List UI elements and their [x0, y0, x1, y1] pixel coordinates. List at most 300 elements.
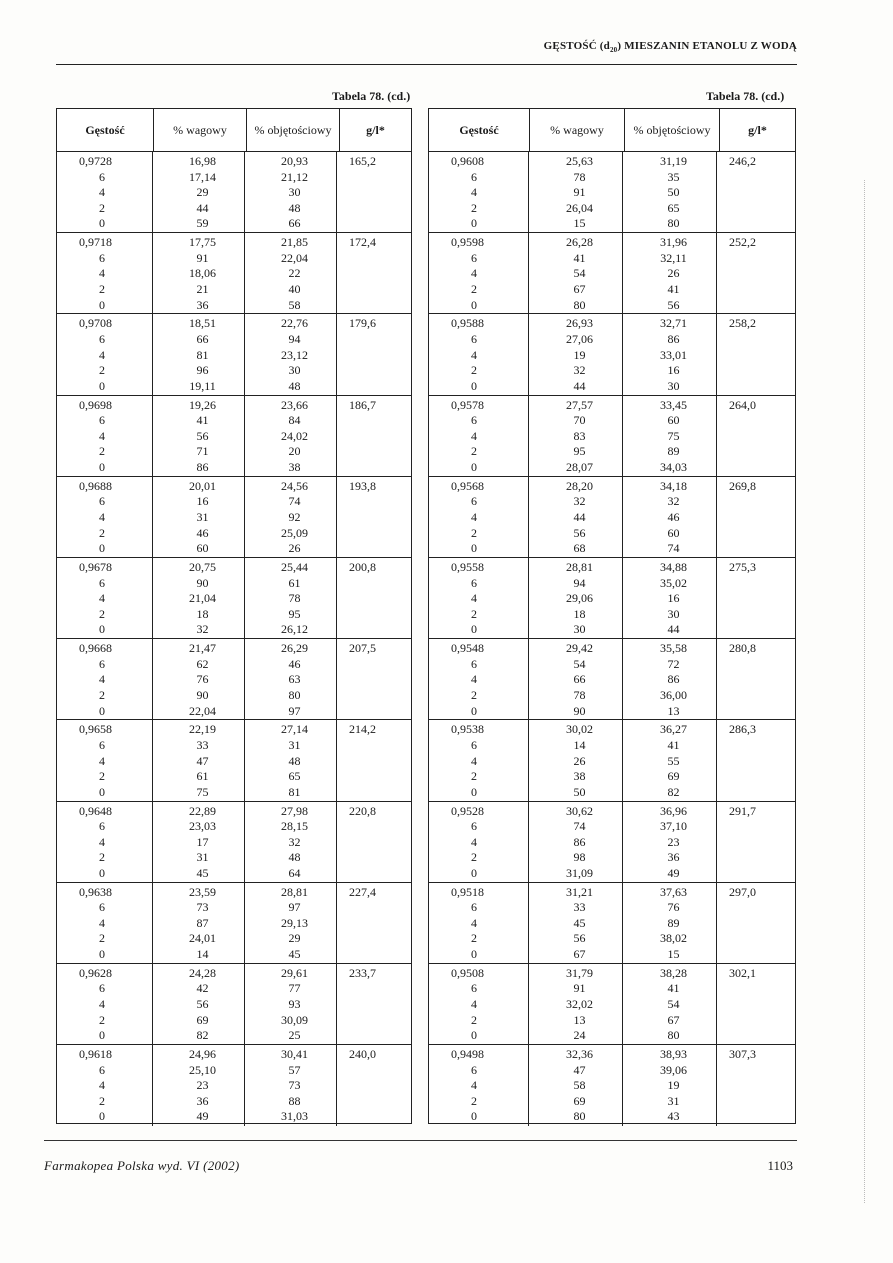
volume-percent-cell-column: [245, 964, 337, 1044]
weight-percent-cell: 80: [573, 1109, 586, 1124]
grams-per-litre-column: [337, 233, 411, 313]
density-cell: 6: [99, 656, 105, 671]
grams-per-litre-column: [337, 802, 411, 882]
grams-per-litre-cell: 193,8: [349, 478, 376, 493]
density-cell: 6: [99, 1062, 105, 1077]
weight-percent-cell: 76: [196, 672, 209, 687]
volume-percent-cell: 25: [288, 1028, 301, 1043]
volume-percent-cell: 56: [667, 297, 680, 312]
weight-percent-cell: 13: [573, 1012, 586, 1027]
density-cell: 4: [471, 997, 477, 1012]
weight-percent-cell: 25,63: [566, 154, 593, 168]
volume-percent-cell: 40: [288, 281, 301, 296]
volume-percent-cell: 48: [288, 378, 301, 393]
volume-percent-cell: 26,29: [281, 641, 308, 656]
table-row-group: [57, 558, 411, 639]
volume-percent-cell: 30,41: [281, 1047, 308, 1062]
weight-percent-cell: 90: [196, 687, 209, 702]
density-cell: 0,9608: [451, 154, 484, 168]
weight-percent-cell-column: [153, 396, 245, 476]
volume-percent-cell: 19: [667, 1078, 680, 1093]
weight-percent-cell-column: [153, 883, 245, 963]
density-cell: 2: [471, 931, 477, 946]
density-cell: 6: [471, 575, 477, 590]
table-caption-right: Tabela 78. (cd.): [706, 89, 785, 103]
weight-percent-cell: 21: [196, 281, 209, 296]
weight-percent-cell: 95: [573, 444, 586, 459]
density-cell: 0: [99, 865, 105, 880]
density-cell-column: [57, 802, 153, 882]
weight-percent-cell: 91: [573, 185, 586, 200]
volume-percent-cell: 21,85: [281, 235, 308, 250]
grams-per-litre-cell: 220,8: [349, 803, 376, 818]
volume-percent-cell: 43: [667, 1109, 680, 1124]
volume-percent-cell: 24,56: [281, 478, 308, 493]
density-cell-column: [57, 477, 153, 557]
density-cell: 0,9728: [79, 154, 112, 168]
density-cell: 0,9578: [451, 397, 484, 412]
density-cell: 0: [471, 1028, 477, 1043]
grams-per-litre-cell: 172,4: [349, 235, 376, 250]
weight-percent-cell: 81: [196, 347, 209, 362]
weight-percent-cell: 54: [573, 656, 586, 671]
table-row-group: [429, 314, 795, 395]
volume-percent-cell: 29,13: [281, 915, 308, 930]
weight-percent-cell-column: [529, 314, 623, 394]
grams-per-litre-column: [337, 639, 411, 719]
weight-percent-cell: 27,06: [566, 331, 593, 346]
density-cell: 2: [99, 931, 105, 946]
density-cell-column: [57, 720, 153, 800]
weight-percent-cell: 82: [196, 1028, 209, 1043]
weight-percent-cell: 16,98: [189, 154, 216, 168]
table-row-group: [429, 883, 795, 964]
density-cell-column: [429, 802, 529, 882]
density-cell: 0: [471, 297, 477, 312]
density-cell: 0: [99, 1028, 105, 1043]
density-cell: 2: [99, 200, 105, 215]
weight-percent-cell: 23: [196, 1078, 209, 1093]
weight-percent-cell: 41: [573, 250, 586, 265]
table-caption-left: Tabela 78. (cd.): [332, 89, 411, 103]
volume-percent-cell: 84: [288, 413, 301, 428]
weight-percent-cell: 78: [573, 687, 586, 702]
weight-percent-cell: 87: [196, 915, 209, 930]
density-cell: 2: [471, 281, 477, 296]
weight-percent-cell: 47: [196, 753, 209, 768]
weight-percent-cell-column: [529, 233, 623, 313]
density-cell: 4: [471, 672, 477, 687]
volume-percent-cell-column: [623, 639, 717, 719]
weight-percent-cell: 68: [573, 541, 586, 556]
volume-percent-cell: 36: [667, 850, 680, 865]
volume-percent-cell: 74: [667, 541, 680, 556]
volume-percent-cell: 80: [667, 1028, 680, 1043]
volume-percent-cell: 78: [288, 591, 301, 606]
volume-percent-cell: 34,03: [660, 459, 687, 474]
weight-percent-cell-column: [529, 396, 623, 476]
weight-percent-cell-column: [153, 964, 245, 1044]
volume-percent-cell: 27,14: [281, 722, 308, 737]
weight-percent-cell-column: [153, 639, 245, 719]
grams-per-litre-cell: 291,7: [729, 803, 756, 818]
density-cell: 0,9548: [451, 641, 484, 656]
grams-per-litre-column: [337, 883, 411, 963]
density-cell: 0,9568: [451, 478, 484, 493]
volume-percent-cell: 22: [288, 266, 301, 281]
density-cell: 4: [99, 753, 105, 768]
grams-per-litre-cell: 246,2: [729, 154, 756, 168]
weight-percent-cell: 30: [573, 622, 586, 637]
grams-per-litre-cell: 302,1: [729, 965, 756, 980]
density-cell: 0: [471, 784, 477, 799]
weight-percent-cell: 29,06: [566, 591, 593, 606]
volume-percent-cell: 20,93: [281, 154, 308, 168]
density-cell-column: [429, 639, 529, 719]
density-cell: 0,9538: [451, 722, 484, 737]
grams-per-litre-column: [337, 314, 411, 394]
weight-percent-cell: 27,57: [566, 397, 593, 412]
grams-per-litre-column: [337, 1045, 411, 1126]
density-cell: 0,9648: [79, 803, 112, 818]
grams-per-litre-column: [337, 477, 411, 557]
table-body: [429, 152, 795, 1126]
density-cell: 6: [99, 981, 105, 996]
grams-per-litre-cell: 258,2: [729, 316, 756, 331]
density-cell: 4: [471, 834, 477, 849]
weight-percent-cell: 56: [573, 931, 586, 946]
weight-percent-cell: 44: [196, 200, 209, 215]
volume-percent-cell: 57: [288, 1062, 301, 1077]
weight-percent-cell: 54: [573, 266, 586, 281]
volume-percent-cell: 30: [667, 606, 680, 621]
column-header-volume-percent: % objętościowy: [247, 109, 340, 151]
volume-percent-cell: 46: [288, 656, 301, 671]
weight-percent-cell: 66: [196, 331, 209, 346]
volume-percent-cell: 34,18: [660, 478, 687, 493]
density-cell: 0,9678: [79, 559, 112, 574]
weight-percent-cell: 45: [196, 865, 209, 880]
density-cell: 0,9518: [451, 884, 484, 899]
weight-percent-cell: 86: [196, 459, 209, 474]
volume-percent-cell: 60: [667, 525, 680, 540]
grams-per-litre-cell: 227,4: [349, 884, 376, 899]
grams-per-litre-cell: 186,7: [349, 397, 376, 412]
density-cell-column: [57, 883, 153, 963]
column-header-grams-per-litre: g/l*: [366, 122, 385, 137]
table-row-group: [429, 152, 795, 233]
weight-percent-cell: 20,75: [189, 559, 216, 574]
density-cell: 6: [99, 819, 105, 834]
table-row-group: [57, 233, 411, 314]
weight-percent-cell: 22,04: [189, 703, 216, 718]
table-row-group: [57, 314, 411, 395]
density-cell: 0,9618: [79, 1047, 112, 1062]
density-cell-column: [429, 1045, 529, 1126]
volume-percent-cell: 88: [288, 1093, 301, 1108]
volume-percent-cell: 32,11: [660, 250, 687, 265]
volume-percent-cell: 93: [288, 997, 301, 1012]
volume-percent-cell: 48: [288, 850, 301, 865]
weight-percent-cell: 25,10: [189, 1062, 216, 1077]
weight-percent-cell-column: [529, 802, 623, 882]
grams-per-litre-cell: 264,0: [729, 397, 756, 412]
volume-percent-cell: 22,04: [281, 250, 308, 265]
density-cell: 2: [471, 606, 477, 621]
weight-percent-cell: 19: [573, 347, 586, 362]
volume-percent-cell: 30: [288, 363, 301, 378]
weight-percent-cell: 94: [573, 575, 586, 590]
volume-percent-cell: 21,12: [281, 169, 308, 184]
volume-percent-cell: 29: [288, 931, 301, 946]
density-cell: 6: [471, 737, 477, 752]
grams-per-litre-cell: 200,8: [349, 559, 376, 574]
table-row-group: [429, 964, 795, 1045]
weight-percent-cell: 32: [196, 622, 209, 637]
weight-percent-cell: 21,04: [189, 591, 216, 606]
volume-percent-cell: 39,06: [660, 1062, 687, 1077]
volume-percent-cell-column: [245, 233, 337, 313]
table-body: [57, 152, 411, 1126]
weight-percent-cell: 24: [573, 1028, 586, 1043]
volume-percent-cell: 37,63: [660, 884, 687, 899]
weight-percent-cell: 32: [573, 363, 586, 378]
volume-percent-cell: 89: [667, 915, 680, 930]
weight-percent-cell: 90: [196, 575, 209, 590]
volume-percent-cell-column: [623, 477, 717, 557]
volume-percent-cell: 77: [288, 981, 301, 996]
weight-percent-cell: 24,01: [189, 931, 216, 946]
volume-percent-cell-column: [623, 314, 717, 394]
weight-percent-cell: 23,59: [189, 884, 216, 899]
table-row-group: [57, 477, 411, 558]
weight-percent-cell: 31: [196, 850, 209, 865]
column-header-density: Gęstość: [57, 109, 154, 151]
volume-percent-cell: 60: [667, 413, 680, 428]
weight-percent-cell-column: [529, 558, 623, 638]
column-header-grams-per-litre: g/l*: [748, 122, 767, 137]
density-cell: 0,9498: [451, 1047, 484, 1062]
weight-percent-cell-column: [153, 558, 245, 638]
volume-percent-cell: 26: [667, 266, 680, 281]
density-cell: 6: [99, 169, 105, 184]
density-cell: 0: [99, 541, 105, 556]
weight-percent-cell: 49: [196, 1109, 209, 1124]
density-cell: 4: [471, 753, 477, 768]
density-cell: 6: [471, 169, 477, 184]
volume-percent-cell: 49: [667, 865, 680, 880]
weight-percent-cell: 22,89: [189, 803, 216, 818]
weight-percent-cell: 18: [196, 606, 209, 621]
weight-percent-cell: 26,28: [566, 235, 593, 250]
weight-percent-cell: 31,21: [566, 884, 593, 899]
density-cell: 2: [99, 850, 105, 865]
density-cell: 0,9708: [79, 316, 112, 331]
table-row-group: [57, 639, 411, 720]
density-cell: 0: [471, 947, 477, 962]
density-cell: 2: [471, 769, 477, 784]
weight-percent-cell: 80: [573, 297, 586, 312]
grams-per-litre-cell: 233,7: [349, 965, 376, 980]
density-cell: 0: [99, 459, 105, 474]
table-row-group: [57, 396, 411, 477]
volume-percent-cell: 38,93: [660, 1047, 687, 1062]
density-cell: 4: [471, 266, 477, 281]
grams-per-litre-cell: 179,6: [349, 316, 376, 331]
table-row-group: [57, 802, 411, 883]
density-cell: 6: [99, 494, 105, 509]
volume-percent-cell-column: [245, 152, 337, 232]
volume-percent-cell: 36,27: [660, 722, 687, 737]
grams-per-litre-column: [717, 396, 795, 476]
weight-percent-cell: 28,81: [566, 559, 593, 574]
volume-percent-cell: 37,10: [660, 819, 687, 834]
volume-percent-cell-column: [245, 639, 337, 719]
density-cell: 0: [471, 459, 477, 474]
density-cell: 2: [99, 525, 105, 540]
volume-percent-cell: 35,02: [660, 575, 687, 590]
density-cell: 0,9718: [79, 235, 112, 250]
weight-percent-cell: 47: [573, 1062, 586, 1077]
density-cell: 2: [99, 444, 105, 459]
weight-percent-cell: 45: [573, 915, 586, 930]
density-cell: 0,9698: [79, 397, 112, 412]
volume-percent-cell-column: [245, 720, 337, 800]
density-cell: 2: [471, 850, 477, 865]
density-cell: 2: [99, 606, 105, 621]
density-cell: 2: [471, 200, 477, 215]
weight-percent-cell: 17,14: [189, 169, 216, 184]
page-number: 1103: [767, 1158, 793, 1173]
table-row-group: [429, 477, 795, 558]
volume-percent-cell: 80: [667, 216, 680, 231]
volume-percent-cell: 65: [667, 200, 680, 215]
weight-percent-cell-column: [529, 720, 623, 800]
weight-percent-cell: 44: [573, 509, 586, 524]
volume-percent-cell: 32,71: [660, 316, 687, 331]
table-header: [57, 109, 411, 152]
weight-percent-cell: 32,36: [566, 1047, 593, 1062]
volume-percent-cell: 74: [288, 494, 301, 509]
density-cell: 0: [99, 703, 105, 718]
weight-percent-cell: 90: [573, 703, 586, 718]
weight-percent-cell-column: [153, 152, 245, 232]
density-cell: 6: [99, 250, 105, 265]
volume-percent-cell: 45: [288, 947, 301, 962]
density-cell: 0,9598: [451, 235, 484, 250]
volume-percent-cell: 38,02: [660, 931, 687, 946]
weight-percent-cell: 67: [573, 281, 586, 296]
density-cell: 0,9688: [79, 478, 112, 493]
density-table-right: [428, 108, 796, 1124]
volume-percent-cell-column: [245, 883, 337, 963]
density-cell-column: [57, 314, 153, 394]
weight-percent-cell: 66: [573, 672, 586, 687]
density-cell: 0: [99, 1109, 105, 1124]
weight-percent-cell-column: [529, 639, 623, 719]
density-cell: 4: [99, 266, 105, 281]
weight-percent-cell: 26,04: [566, 200, 593, 215]
table-row-group: [57, 152, 411, 233]
weight-percent-cell: 26,93: [566, 316, 593, 331]
density-cell: 2: [99, 687, 105, 702]
volume-percent-cell: 31: [667, 1093, 680, 1108]
density-cell: 4: [99, 915, 105, 930]
density-cell: 0,9658: [79, 722, 112, 737]
grams-per-litre-cell: 252,2: [729, 235, 756, 250]
table-row-group: [429, 639, 795, 720]
grams-per-litre-column: [337, 396, 411, 476]
volume-percent-cell-column: [245, 477, 337, 557]
weight-percent-cell: 56: [573, 525, 586, 540]
volume-percent-cell: 32: [288, 834, 301, 849]
volume-percent-cell: 76: [667, 900, 680, 915]
density-cell: 0,9668: [79, 641, 112, 656]
density-cell: 0: [99, 216, 105, 231]
volume-percent-cell: 89: [667, 444, 680, 459]
weight-percent-cell: 41: [196, 413, 209, 428]
weight-percent-cell: 14: [196, 947, 209, 962]
volume-percent-cell: 72: [667, 656, 680, 671]
volume-percent-cell: 35: [667, 169, 680, 184]
density-cell: 4: [99, 185, 105, 200]
table-row-group: [57, 964, 411, 1045]
weight-percent-cell: 31,79: [566, 965, 593, 980]
grams-per-litre-column: [717, 558, 795, 638]
density-cell: 6: [471, 250, 477, 265]
density-cell: 0: [99, 784, 105, 799]
volume-percent-cell: 24,02: [281, 428, 308, 443]
volume-percent-cell: 34,88: [660, 559, 687, 574]
volume-percent-cell-column: [245, 396, 337, 476]
density-cell: 6: [471, 656, 477, 671]
volume-percent-cell: 25,44: [281, 559, 308, 574]
grams-per-litre-column: [337, 558, 411, 638]
table-row-group: [429, 396, 795, 477]
volume-percent-cell-column: [623, 558, 717, 638]
table-row-group: [429, 1045, 795, 1126]
volume-percent-cell: 95: [288, 606, 301, 621]
volume-percent-cell: 20: [288, 444, 301, 459]
density-cell-column: [429, 396, 529, 476]
weight-percent-cell-column: [529, 1045, 623, 1126]
density-cell: 4: [471, 915, 477, 930]
weight-percent-cell: 60: [196, 541, 209, 556]
table-row-group: [57, 883, 411, 964]
density-cell: 6: [99, 413, 105, 428]
weight-percent-cell: 24,96: [189, 1047, 216, 1062]
grams-per-litre-column: [337, 152, 411, 232]
weight-percent-cell: 86: [573, 834, 586, 849]
grams-per-litre-column: [717, 639, 795, 719]
density-cell: 0,9508: [451, 965, 484, 980]
volume-percent-cell: 66: [288, 216, 301, 231]
column-header-volume-percent: % objętościowy: [625, 109, 720, 151]
volume-percent-cell: 23,12: [281, 347, 308, 362]
density-cell: 4: [471, 185, 477, 200]
column-header-weight-percent: % wagowy: [154, 109, 247, 151]
density-cell: 2: [471, 525, 477, 540]
bottom-rule: [44, 1140, 797, 1141]
volume-percent-cell-column: [623, 802, 717, 882]
grams-per-litre-column: [717, 477, 795, 557]
volume-percent-cell: 26,12: [281, 622, 308, 637]
volume-percent-cell-column: [623, 720, 717, 800]
weight-percent-cell: 19,11: [189, 378, 216, 393]
density-cell: 0: [99, 622, 105, 637]
grams-per-litre-cell: 307,3: [729, 1047, 756, 1062]
density-cell: 4: [471, 591, 477, 606]
